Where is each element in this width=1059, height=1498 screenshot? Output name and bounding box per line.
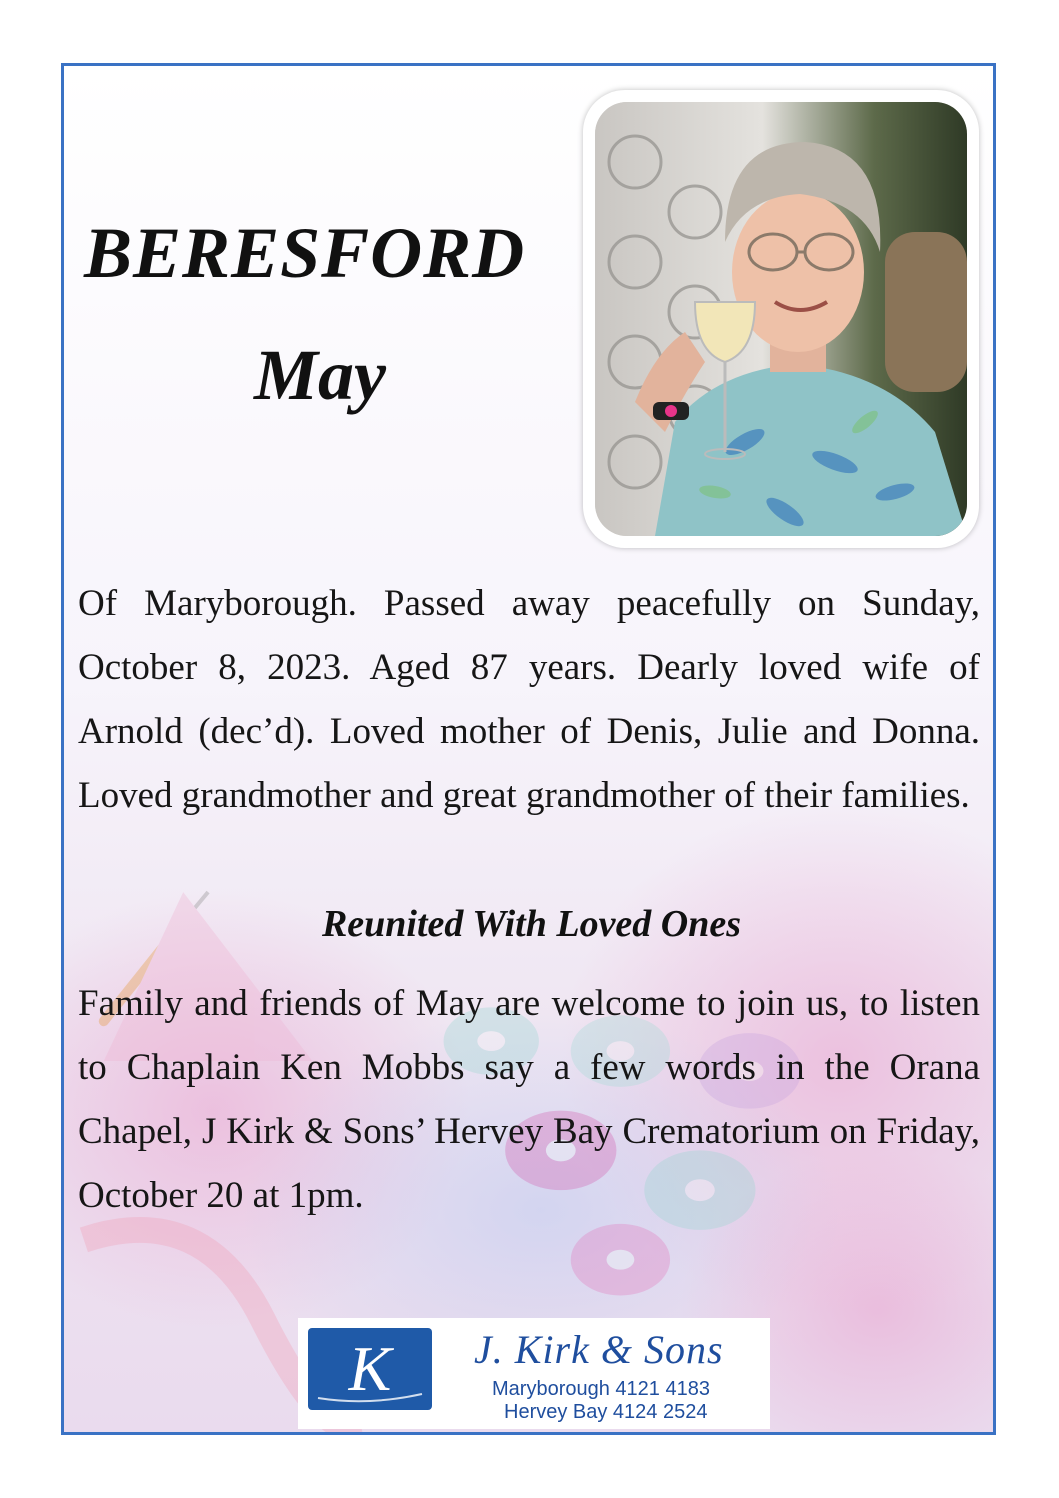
monogram-letter: K xyxy=(348,1333,392,1404)
portrait-photo-frame xyxy=(583,90,979,548)
biography-text: Of Maryborough. Passed away peacefully on Sunday, October 8, 2023. Aged 87 years. Dearly loved wife of Arnold (dec’d). Loved mother of Denis, Julie and Donna. Loved grandmother and great grandmother of their families. xyxy=(78,583,980,816)
logo-phone-maryborough: Maryborough 4121 4183 xyxy=(492,1378,710,1400)
funeral-director-logo xyxy=(298,1318,770,1429)
k-monogram-icon xyxy=(308,1328,432,1410)
portrait-photo xyxy=(595,102,967,536)
notice-frame xyxy=(61,63,996,1435)
logo-phone-hervey-bay: Hervey Bay 4124 2524 xyxy=(504,1401,708,1423)
logo-company-name: J. Kirk & Sons xyxy=(474,1327,724,1372)
given-name: May xyxy=(254,335,386,415)
surname: BERESFORD xyxy=(84,213,526,293)
service-details-text: Family and friends of May are welcome to join us, to listen to Chaplain Ken Mobbs say a few words in the Orana Chapel, J Kirk & Sons’ Hervey Bay Crematorium on Friday, October 20 at 1pm. xyxy=(78,983,980,1216)
tagline: Reunited With Loved Ones xyxy=(321,903,742,945)
